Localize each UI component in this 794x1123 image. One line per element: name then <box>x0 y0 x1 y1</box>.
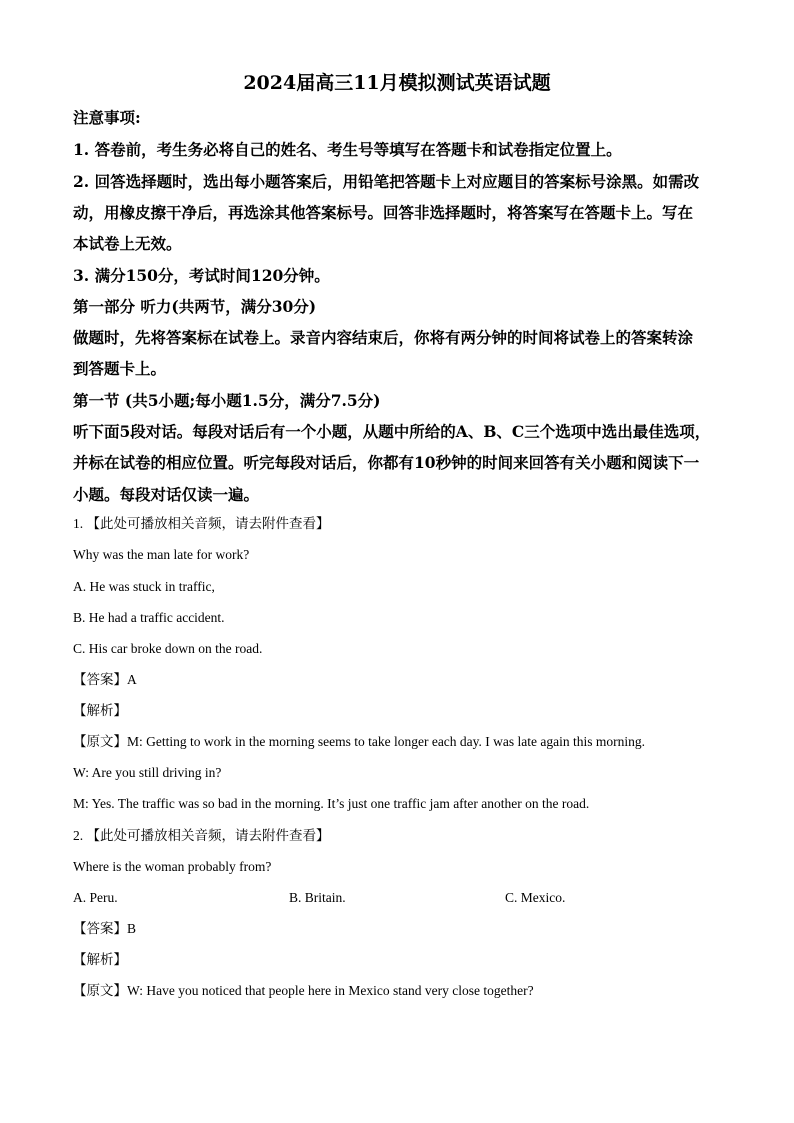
q2-question: Where is the woman probably from? <box>73 859 272 874</box>
part1-instruction: 到答题卡上。 <box>73 359 167 378</box>
q2-option-a: A. Peru. <box>73 890 118 905</box>
notice-line-text: 2. 回答选择题时，选出每小题答案后，用铅笔把答题卡上对应题目的答案标号涂黑。如需改 <box>73 172 700 191</box>
q1-option-a: A. He was stuck in traffic, <box>73 579 215 594</box>
q2-analysis: 【解析】 <box>73 952 127 967</box>
q2-option-c: C. Mexico. <box>505 890 566 905</box>
q1-transcript-line: M: Yes. The traffic was so bad in the morning. It’s just one traffic jam after another on the road. <box>73 796 590 811</box>
notice-line <box>73 172 723 192</box>
q2-transcript-line: 【原文】W: Have you noticed that people here in Mexico stand very close together? <box>73 983 534 998</box>
q2-option-b: B. Britain. <box>289 890 346 905</box>
part1-heading: 第一部分 听力(共两节，满分30分) <box>73 297 317 316</box>
section1-instruction: 并标在试卷的相应位置。听完每段对话后，你都有10秒钟的时间来回答有关小题和阅读下一 <box>73 453 700 472</box>
notice-line: 3. 满分150分，考试时间120分钟。 <box>73 266 330 285</box>
q1-answer: 【答案】A <box>73 672 137 687</box>
q1-audio-header[interactable]: 1. 【此处可播放相关音频，请去附件查看】 <box>73 516 330 531</box>
document-title: 2024届高三11月模拟测试英语试题 <box>243 72 551 94</box>
notice-heading: 注意事项: <box>73 108 141 127</box>
q1-option-b: B. He had a traffic accident. <box>73 610 225 625</box>
section1-instruction: 听下面5段对话。每段对话后有一个小题，从题中所给的A、B、C三个选项中选出最佳选项， <box>73 422 711 441</box>
section1-heading: 第一节 (共5小题;每小题1.5分，满分7.5分) <box>73 391 381 410</box>
q1-transcript-line: W: Are you still driving in? <box>73 765 222 780</box>
notice-line: 1. 答卷前，考生务必将自己的姓名、考生号等填写在答题卡和试卷指定位置上。 <box>73 140 622 159</box>
notice-line: 动，用橡皮擦干净后，再选涂其他答案标号。回答非选择题时，将答案写在答题卡上。写在 <box>73 203 694 222</box>
q2-answer: 【答案】B <box>73 921 137 936</box>
notice-line: 本试卷上无效。 <box>73 234 182 253</box>
q1-question: Why was the man late for work? <box>73 547 250 562</box>
q2-audio-header[interactable]: 2. 【此处可播放相关音频，请去附件查看】 <box>73 828 330 843</box>
part1-instruction: 做题时，先将答案标在试卷上。录音内容结束后，你将有两分钟的时间将试卷上的答案转涂 <box>73 328 694 347</box>
q1-option-c: C. His car broke down on the road. <box>73 641 263 656</box>
q1-analysis: 【解析】 <box>73 703 127 718</box>
section1-instruction: 小题。每段对话仅读一遍。 <box>73 485 260 504</box>
q1-transcript-line: 【原文】M: Getting to work in the morning seems to take longer each day. I was late again this morning. <box>73 734 646 749</box>
